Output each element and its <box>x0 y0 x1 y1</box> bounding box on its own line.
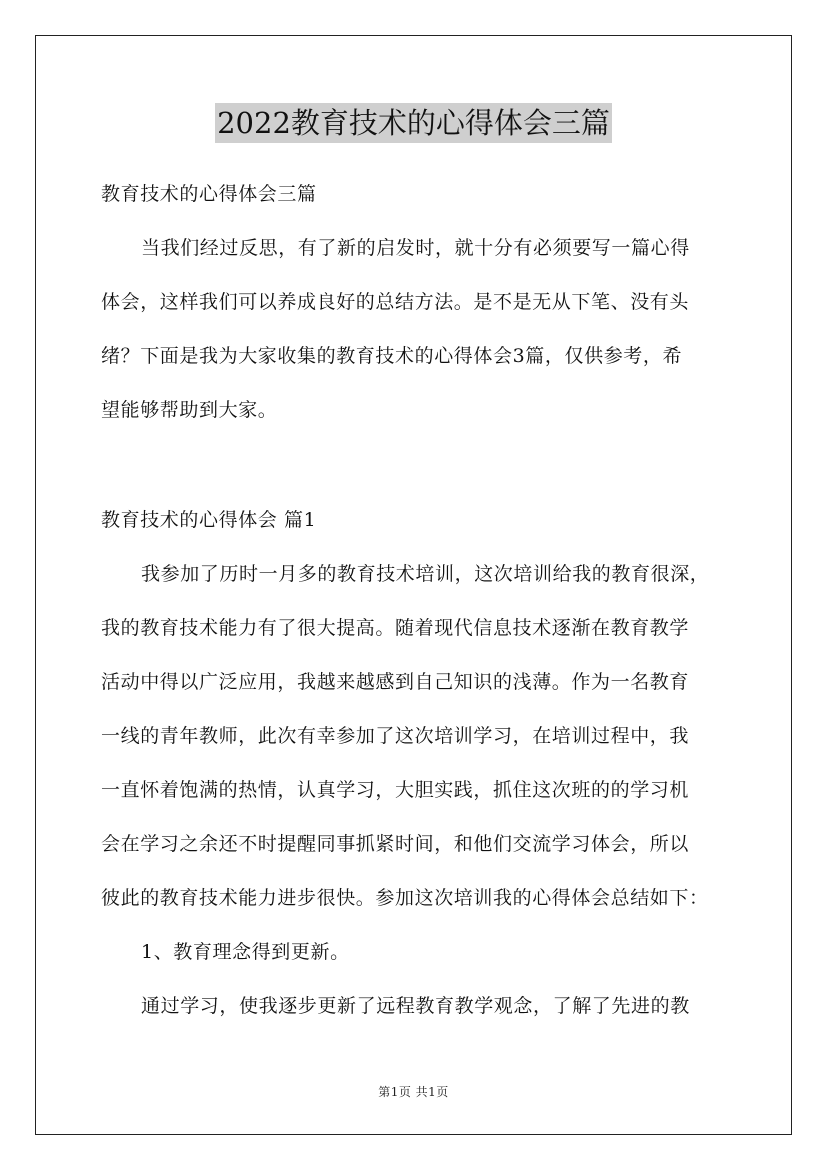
paragraph-line: 一直怀着饱满的热情，认真学习，大胆实践，抓住这次班的的学习机 <box>101 779 690 801</box>
paragraph-line: 望能够帮助到大家。 <box>101 399 278 421</box>
section-heading: 教育技术的心得体会 篇1 <box>101 509 317 531</box>
paragraph-line: 我的教育技术能力有了很大提高。随着现代信息技术逐渐在教育教学 <box>101 617 690 639</box>
paragraph-line: 当我们经过反思，有了新的启发时，就十分有必须要写一篇心得 <box>141 237 690 259</box>
paragraph-line: 通过学习，使我逐步更新了远程教育教学观念，了解了先进的教 <box>141 995 690 1017</box>
page-footer: 第1页 共1页 <box>378 1085 449 1099</box>
paragraph-line: 彼此的教育技术能力进步很快。参加这次培训我的心得体会总结如下： <box>101 887 709 909</box>
subtitle: 教育技术的心得体会三篇 <box>101 183 317 205</box>
paragraph-line: 体会，这样我们可以养成良好的总结方法。是不是无从下笔、没有头 <box>101 291 690 313</box>
paragraph-line: 会在学习之余还不时提醒同事抓紧时间，和他们交流学习体会，所以 <box>101 833 690 855</box>
title-wrap <box>0 103 827 143</box>
intro-paragraph <box>101 230 731 428</box>
paragraph-line: 活动中得以广泛应用，我越来越感到自己知识的浅薄。作为一名教育 <box>101 671 690 693</box>
paragraph-line: 绪？下面是我为大家收集的教育技术的心得体会3篇，仅供参考，希 <box>101 345 683 367</box>
point-heading: 1、教育理念得到更新。 <box>141 941 350 963</box>
document-title: 2022教育技术的心得体会三篇 <box>215 103 612 143</box>
section1-paragraph <box>101 556 731 916</box>
paragraph-line: 我参加了历时一月多的教育技术培训，这次培训给我的教育很深， <box>141 563 710 585</box>
paragraph-line: 一线的青年教师，此次有幸参加了这次培训学习，在培训过程中，我 <box>101 725 690 747</box>
